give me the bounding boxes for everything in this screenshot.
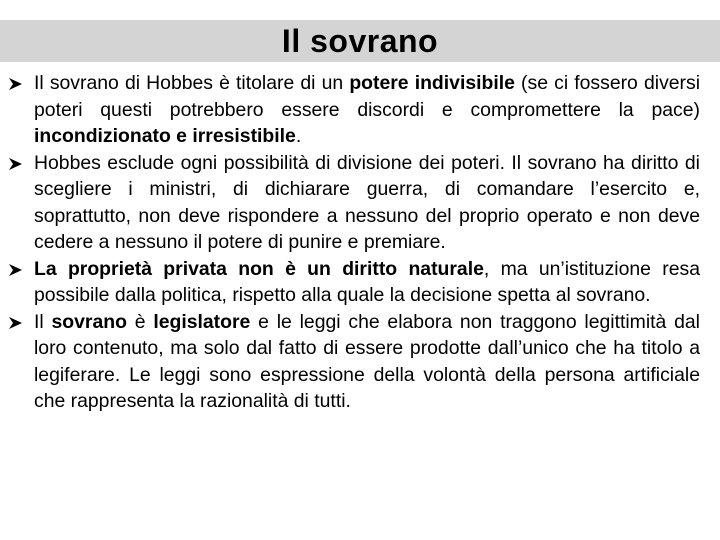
bullet-item bbox=[8, 256, 700, 309]
bullet-text: è bbox=[126, 310, 154, 333]
slide-title: Il sovrano bbox=[281, 22, 439, 59]
bullet-text-bold: sovrano bbox=[51, 310, 127, 333]
title-bar bbox=[0, 20, 720, 62]
bullet-item bbox=[8, 309, 700, 415]
bullet-text-bold: incondizionato e irresistibile bbox=[34, 125, 296, 147]
arrowhead-bullet-icon bbox=[8, 150, 23, 171]
bullet-text-bold: legislatore bbox=[153, 310, 251, 333]
bullet-text: Il bbox=[34, 310, 52, 333]
arrowhead-bullet-icon bbox=[8, 309, 23, 330]
bullet-list bbox=[8, 70, 700, 415]
arrowhead-bullet-icon bbox=[8, 70, 23, 91]
bullet-text: Hobbes esclude ogni possibilità di divisione dei poteri. Il sovrano ha diritto di scegliere i ministri, di dichiarare guerra, di comandare l’esercito e, soprattutto, non deve rispondere a nessuno del proprio operato e non deve cedere a nessuno il potere di punire e premiare. bbox=[34, 151, 700, 253]
bullet-text: Il sovrano di Hobbes è titolare di un bbox=[34, 72, 350, 94]
bullet-text: , ma un’istituzione resa possibile dalla politica, rispetto alla quale la decisione spetta al sovrano. bbox=[34, 257, 700, 306]
bullet-text: e le leggi che elabora non traggono legittimità dal loro contenuto, ma solo dal fatto di essere prodotte dall’unico che ha titolo a legiferare. Le leggi sono espressione della volontà della persona artificiale che rappresenta la razionalità di tutti. bbox=[34, 310, 700, 412]
bullet-item bbox=[8, 150, 700, 256]
bullet-text-bold: La proprietà privata non è un diritto naturale bbox=[34, 257, 484, 280]
bullet-text: (se ci fossero diversi poteri questi potrebbero essere discordi e compromettere la pace) bbox=[34, 72, 701, 121]
bullet-item bbox=[8, 70, 700, 150]
bullet-text-bold: potere indivisibile bbox=[349, 72, 515, 94]
arrowhead-bullet-icon bbox=[8, 256, 23, 277]
bullet-text: . bbox=[295, 125, 302, 147]
